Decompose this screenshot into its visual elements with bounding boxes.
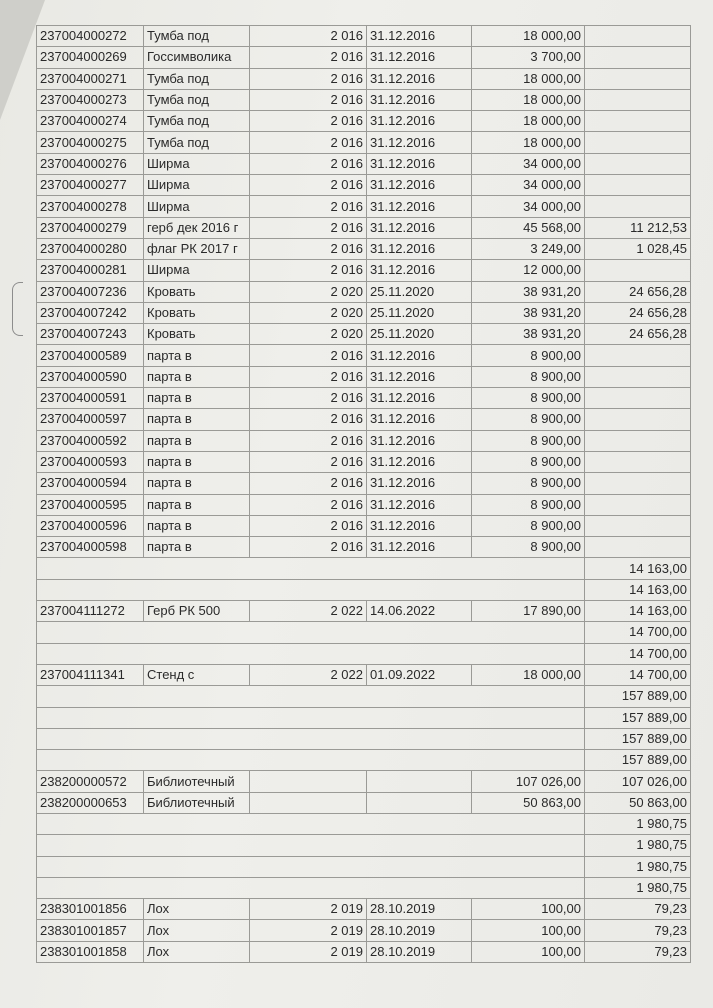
total-row bbox=[37, 877, 691, 898]
residual-value-cell: 24 656,28 bbox=[585, 302, 691, 323]
page-fold bbox=[0, 0, 45, 120]
asset-name-cell: флаг РК 2017 г bbox=[144, 238, 250, 259]
date-cell: 31.12.2016 bbox=[367, 175, 472, 196]
asset-name-cell: Лох bbox=[144, 899, 250, 920]
year-cell: 2 016 bbox=[250, 68, 367, 89]
year-cell: 2 022 bbox=[250, 601, 367, 622]
total-value-cell: 14 163,00 bbox=[585, 579, 691, 600]
date-cell: 31.12.2016 bbox=[367, 47, 472, 68]
cost-cell: 38 931,20 bbox=[472, 302, 585, 323]
date-cell: 31.12.2016 bbox=[367, 409, 472, 430]
inventory-number-cell: 237004000597 bbox=[37, 409, 144, 430]
total-value-cell: 1 980,75 bbox=[585, 877, 691, 898]
year-cell: 2 016 bbox=[250, 345, 367, 366]
residual-value-cell bbox=[585, 430, 691, 451]
date-cell: 31.12.2016 bbox=[367, 388, 472, 409]
year-cell: 2 016 bbox=[250, 388, 367, 409]
residual-value-cell bbox=[585, 132, 691, 153]
table-row bbox=[37, 217, 691, 238]
asset-name-cell: Тумба под bbox=[144, 26, 250, 47]
cost-cell: 100,00 bbox=[472, 941, 585, 962]
date-cell: 31.12.2016 bbox=[367, 494, 472, 515]
asset-name-cell: Тумба под bbox=[144, 68, 250, 89]
residual-value-cell bbox=[585, 196, 691, 217]
total-value-cell: 14 700,00 bbox=[585, 622, 691, 643]
cost-cell: 107 026,00 bbox=[472, 771, 585, 792]
table-row bbox=[37, 281, 691, 302]
asset-name-cell: Тумба под bbox=[144, 89, 250, 110]
cost-cell: 12 000,00 bbox=[472, 260, 585, 281]
table-row bbox=[37, 601, 691, 622]
cost-cell: 45 568,00 bbox=[472, 217, 585, 238]
year-cell: 2 016 bbox=[250, 494, 367, 515]
table-row bbox=[37, 366, 691, 387]
inventory-number-cell: 237004000280 bbox=[37, 238, 144, 259]
empty-merged-cell bbox=[37, 579, 585, 600]
date-cell: 25.11.2020 bbox=[367, 281, 472, 302]
year-cell: 2 019 bbox=[250, 920, 367, 941]
empty-merged-cell bbox=[37, 877, 585, 898]
cost-cell: 18 000,00 bbox=[472, 89, 585, 110]
year-cell: 2 020 bbox=[250, 281, 367, 302]
residual-value-cell bbox=[585, 26, 691, 47]
year-cell: 2 016 bbox=[250, 430, 367, 451]
date-cell: 31.12.2016 bbox=[367, 345, 472, 366]
total-value-cell: 157 889,00 bbox=[585, 686, 691, 707]
asset-name-cell: парта в bbox=[144, 494, 250, 515]
asset-name-cell: Ширма bbox=[144, 175, 250, 196]
cost-cell: 3 700,00 bbox=[472, 47, 585, 68]
residual-value-cell bbox=[585, 537, 691, 558]
total-row bbox=[37, 643, 691, 664]
inventory-number-cell: 237004007242 bbox=[37, 302, 144, 323]
total-row bbox=[37, 686, 691, 707]
inventory-number-cell: 237004000591 bbox=[37, 388, 144, 409]
asset-name-cell: парта в bbox=[144, 473, 250, 494]
year-cell: 2 019 bbox=[250, 941, 367, 962]
total-value-cell: 14 163,00 bbox=[585, 558, 691, 579]
residual-value-cell bbox=[585, 494, 691, 515]
year-cell: 2 022 bbox=[250, 664, 367, 685]
inventory-number-cell: 237004000281 bbox=[37, 260, 144, 281]
cost-cell: 8 900,00 bbox=[472, 345, 585, 366]
table-row bbox=[37, 89, 691, 110]
table-row bbox=[37, 664, 691, 685]
year-cell: 2 019 bbox=[250, 899, 367, 920]
year-cell: 2 016 bbox=[250, 451, 367, 472]
year-cell: 2 016 bbox=[250, 153, 367, 174]
total-value-cell: 157 889,00 bbox=[585, 728, 691, 749]
residual-value-cell bbox=[585, 47, 691, 68]
table-row bbox=[37, 515, 691, 536]
table-row bbox=[37, 68, 691, 89]
cost-cell: 17 890,00 bbox=[472, 601, 585, 622]
residual-value-cell: 14 700,00 bbox=[585, 664, 691, 685]
residual-value-cell: 24 656,28 bbox=[585, 281, 691, 302]
inventory-number-cell: 237004000593 bbox=[37, 451, 144, 472]
inventory-number-cell: 237004000271 bbox=[37, 68, 144, 89]
inventory-number-cell: 237004111341 bbox=[37, 664, 144, 685]
table-row bbox=[37, 451, 691, 472]
cost-cell: 8 900,00 bbox=[472, 537, 585, 558]
date-cell: 31.12.2016 bbox=[367, 132, 472, 153]
date-cell bbox=[367, 792, 472, 813]
total-value-cell: 157 889,00 bbox=[585, 750, 691, 771]
year-cell: 2 016 bbox=[250, 217, 367, 238]
table-row bbox=[37, 26, 691, 47]
inventory-number-cell: 237004000276 bbox=[37, 153, 144, 174]
residual-value-cell bbox=[585, 345, 691, 366]
empty-merged-cell bbox=[37, 856, 585, 877]
inventory-number-cell: 238301001857 bbox=[37, 920, 144, 941]
year-cell: 2 016 bbox=[250, 537, 367, 558]
table-row bbox=[37, 345, 691, 366]
cost-cell: 34 000,00 bbox=[472, 153, 585, 174]
cost-cell: 8 900,00 bbox=[472, 430, 585, 451]
table-row bbox=[37, 302, 691, 323]
table-row bbox=[37, 473, 691, 494]
asset-name-cell: парта в bbox=[144, 388, 250, 409]
date-cell: 31.12.2016 bbox=[367, 473, 472, 494]
residual-value-cell bbox=[585, 473, 691, 494]
date-cell: 31.12.2016 bbox=[367, 238, 472, 259]
cost-cell: 100,00 bbox=[472, 899, 585, 920]
table-row bbox=[37, 260, 691, 281]
date-cell: 31.12.2016 bbox=[367, 430, 472, 451]
residual-value-cell: 1 028,45 bbox=[585, 238, 691, 259]
table-row bbox=[37, 941, 691, 962]
cost-cell: 38 931,20 bbox=[472, 281, 585, 302]
total-row bbox=[37, 622, 691, 643]
asset-name-cell: Герб РК 500 bbox=[144, 601, 250, 622]
residual-value-cell bbox=[585, 175, 691, 196]
asset-name-cell: Тумба под bbox=[144, 132, 250, 153]
empty-merged-cell bbox=[37, 686, 585, 707]
asset-name-cell: Кровать bbox=[144, 324, 250, 345]
year-cell: 2 016 bbox=[250, 238, 367, 259]
inventory-number-cell: 237004000590 bbox=[37, 366, 144, 387]
year-cell: 2 016 bbox=[250, 175, 367, 196]
residual-value-cell: 24 656,28 bbox=[585, 324, 691, 345]
asset-name-cell: Кровать bbox=[144, 302, 250, 323]
inventory-number-cell: 237004000275 bbox=[37, 132, 144, 153]
date-cell: 31.12.2016 bbox=[367, 153, 472, 174]
residual-value-cell: 79,23 bbox=[585, 920, 691, 941]
inventory-number-cell: 237004007243 bbox=[37, 324, 144, 345]
total-value-cell: 157 889,00 bbox=[585, 707, 691, 728]
asset-name-cell: парта в bbox=[144, 366, 250, 387]
table-row bbox=[37, 920, 691, 941]
inventory-number-cell: 238301001856 bbox=[37, 899, 144, 920]
total-row bbox=[37, 750, 691, 771]
asset-name-cell: парта в bbox=[144, 409, 250, 430]
asset-name-cell: Госсимволика bbox=[144, 47, 250, 68]
cost-cell: 50 863,00 bbox=[472, 792, 585, 813]
asset-name-cell: парта в bbox=[144, 515, 250, 536]
asset-table-body bbox=[37, 26, 691, 963]
date-cell: 31.12.2016 bbox=[367, 111, 472, 132]
asset-name-cell: Ширма bbox=[144, 196, 250, 217]
total-value-cell: 14 700,00 bbox=[585, 643, 691, 664]
table-row bbox=[37, 771, 691, 792]
empty-merged-cell bbox=[37, 728, 585, 749]
asset-name-cell: Ширма bbox=[144, 260, 250, 281]
asset-name-cell: парта в bbox=[144, 345, 250, 366]
total-row bbox=[37, 856, 691, 877]
cost-cell: 8 900,00 bbox=[472, 494, 585, 515]
inventory-number-cell: 237004000598 bbox=[37, 537, 144, 558]
inventory-number-cell: 237004000279 bbox=[37, 217, 144, 238]
cost-cell: 34 000,00 bbox=[472, 175, 585, 196]
date-cell: 14.06.2022 bbox=[367, 601, 472, 622]
table-row bbox=[37, 132, 691, 153]
date-cell: 28.10.2019 bbox=[367, 920, 472, 941]
asset-name-cell: Лох bbox=[144, 920, 250, 941]
cost-cell: 8 900,00 bbox=[472, 515, 585, 536]
inventory-number-cell: 237004000589 bbox=[37, 345, 144, 366]
residual-value-cell bbox=[585, 409, 691, 430]
inventory-number-cell: 237004000594 bbox=[37, 473, 144, 494]
year-cell: 2 020 bbox=[250, 302, 367, 323]
year-cell: 2 016 bbox=[250, 26, 367, 47]
cost-cell: 38 931,20 bbox=[472, 324, 585, 345]
total-value-cell: 1 980,75 bbox=[585, 856, 691, 877]
residual-value-cell bbox=[585, 515, 691, 536]
date-cell: 31.12.2016 bbox=[367, 26, 472, 47]
year-cell: 2 016 bbox=[250, 132, 367, 153]
cost-cell: 3 249,00 bbox=[472, 238, 585, 259]
empty-merged-cell bbox=[37, 707, 585, 728]
pencil-bracket-mark bbox=[12, 282, 23, 336]
date-cell: 31.12.2016 bbox=[367, 366, 472, 387]
table-row bbox=[37, 175, 691, 196]
residual-value-cell: 107 026,00 bbox=[585, 771, 691, 792]
residual-value-cell bbox=[585, 153, 691, 174]
table-row bbox=[37, 409, 691, 430]
date-cell: 31.12.2016 bbox=[367, 260, 472, 281]
cost-cell: 18 000,00 bbox=[472, 111, 585, 132]
asset-name-cell: Ширма bbox=[144, 153, 250, 174]
total-row bbox=[37, 728, 691, 749]
residual-value-cell: 50 863,00 bbox=[585, 792, 691, 813]
cost-cell: 34 000,00 bbox=[472, 196, 585, 217]
year-cell: 2 016 bbox=[250, 89, 367, 110]
inventory-number-cell: 237004000592 bbox=[37, 430, 144, 451]
residual-value-cell bbox=[585, 451, 691, 472]
total-row bbox=[37, 579, 691, 600]
asset-name-cell: Библиотечный bbox=[144, 792, 250, 813]
year-cell: 2 016 bbox=[250, 196, 367, 217]
total-value-cell: 1 980,75 bbox=[585, 813, 691, 834]
empty-merged-cell bbox=[37, 835, 585, 856]
date-cell: 25.11.2020 bbox=[367, 302, 472, 323]
cost-cell: 18 000,00 bbox=[472, 68, 585, 89]
inventory-number-cell: 237004000274 bbox=[37, 111, 144, 132]
date-cell: 31.12.2016 bbox=[367, 196, 472, 217]
asset-name-cell: парта в bbox=[144, 430, 250, 451]
total-row bbox=[37, 707, 691, 728]
cost-cell: 8 900,00 bbox=[472, 451, 585, 472]
inventory-number-cell: 237004000273 bbox=[37, 89, 144, 110]
year-cell: 2 016 bbox=[250, 409, 367, 430]
cost-cell: 100,00 bbox=[472, 920, 585, 941]
date-cell: 25.11.2020 bbox=[367, 324, 472, 345]
total-row bbox=[37, 558, 691, 579]
cost-cell: 8 900,00 bbox=[472, 473, 585, 494]
empty-merged-cell bbox=[37, 643, 585, 664]
residual-value-cell bbox=[585, 89, 691, 110]
date-cell: 01.09.2022 bbox=[367, 664, 472, 685]
year-cell: 2 016 bbox=[250, 473, 367, 494]
table-row bbox=[37, 792, 691, 813]
year-cell: 2 016 bbox=[250, 111, 367, 132]
asset-name-cell: Библиотечный bbox=[144, 771, 250, 792]
total-row bbox=[37, 813, 691, 834]
residual-value-cell: 79,23 bbox=[585, 941, 691, 962]
residual-value-cell bbox=[585, 111, 691, 132]
total-value-cell: 1 980,75 bbox=[585, 835, 691, 856]
inventory-number-cell: 237004000595 bbox=[37, 494, 144, 515]
residual-value-cell bbox=[585, 260, 691, 281]
table-row bbox=[37, 430, 691, 451]
inventory-number-cell: 237004000596 bbox=[37, 515, 144, 536]
inventory-number-cell: 238301001858 bbox=[37, 941, 144, 962]
asset-name-cell: Стенд с bbox=[144, 664, 250, 685]
year-cell bbox=[250, 792, 367, 813]
asset-name-cell: герб дек 2016 г bbox=[144, 217, 250, 238]
year-cell: 2 016 bbox=[250, 260, 367, 281]
inventory-number-cell: 238200000572 bbox=[37, 771, 144, 792]
asset-name-cell: Кровать bbox=[144, 281, 250, 302]
empty-merged-cell bbox=[37, 622, 585, 643]
date-cell: 31.12.2016 bbox=[367, 537, 472, 558]
table-row bbox=[37, 537, 691, 558]
date-cell: 28.10.2019 bbox=[367, 941, 472, 962]
total-row bbox=[37, 835, 691, 856]
cost-cell: 18 000,00 bbox=[472, 132, 585, 153]
inventory-number-cell: 237004000269 bbox=[37, 47, 144, 68]
empty-merged-cell bbox=[37, 558, 585, 579]
inventory-number-cell: 237004000277 bbox=[37, 175, 144, 196]
inventory-number-cell: 237004111272 bbox=[37, 601, 144, 622]
asset-name-cell: Тумба под bbox=[144, 111, 250, 132]
table-row bbox=[37, 494, 691, 515]
asset-name-cell: Лох bbox=[144, 941, 250, 962]
table-row bbox=[37, 238, 691, 259]
residual-value-cell: 14 163,00 bbox=[585, 601, 691, 622]
year-cell: 2 020 bbox=[250, 324, 367, 345]
residual-value-cell bbox=[585, 388, 691, 409]
residual-value-cell bbox=[585, 366, 691, 387]
residual-value-cell: 11 212,53 bbox=[585, 217, 691, 238]
table-row bbox=[37, 324, 691, 345]
inventory-number-cell: 237004000272 bbox=[37, 26, 144, 47]
empty-merged-cell bbox=[37, 813, 585, 834]
date-cell: 31.12.2016 bbox=[367, 515, 472, 536]
asset-name-cell: парта в bbox=[144, 537, 250, 558]
table-row bbox=[37, 47, 691, 68]
cost-cell: 8 900,00 bbox=[472, 366, 585, 387]
year-cell: 2 016 bbox=[250, 366, 367, 387]
date-cell: 31.12.2016 bbox=[367, 89, 472, 110]
table-row bbox=[37, 196, 691, 217]
inventory-number-cell: 237004000278 bbox=[37, 196, 144, 217]
table-row bbox=[37, 153, 691, 174]
date-cell: 28.10.2019 bbox=[367, 899, 472, 920]
year-cell: 2 016 bbox=[250, 515, 367, 536]
asset-name-cell: парта в bbox=[144, 451, 250, 472]
table-row bbox=[37, 388, 691, 409]
table-row bbox=[37, 899, 691, 920]
cost-cell: 8 900,00 bbox=[472, 388, 585, 409]
asset-table bbox=[36, 25, 691, 963]
date-cell: 31.12.2016 bbox=[367, 68, 472, 89]
cost-cell: 18 000,00 bbox=[472, 664, 585, 685]
residual-value-cell: 79,23 bbox=[585, 899, 691, 920]
date-cell: 31.12.2016 bbox=[367, 451, 472, 472]
date-cell: 31.12.2016 bbox=[367, 217, 472, 238]
cost-cell: 8 900,00 bbox=[472, 409, 585, 430]
year-cell: 2 016 bbox=[250, 47, 367, 68]
year-cell bbox=[250, 771, 367, 792]
inventory-number-cell: 238200000653 bbox=[37, 792, 144, 813]
date-cell bbox=[367, 771, 472, 792]
residual-value-cell bbox=[585, 68, 691, 89]
cost-cell: 18 000,00 bbox=[472, 26, 585, 47]
table-row bbox=[37, 111, 691, 132]
inventory-number-cell: 237004007236 bbox=[37, 281, 144, 302]
empty-merged-cell bbox=[37, 750, 585, 771]
